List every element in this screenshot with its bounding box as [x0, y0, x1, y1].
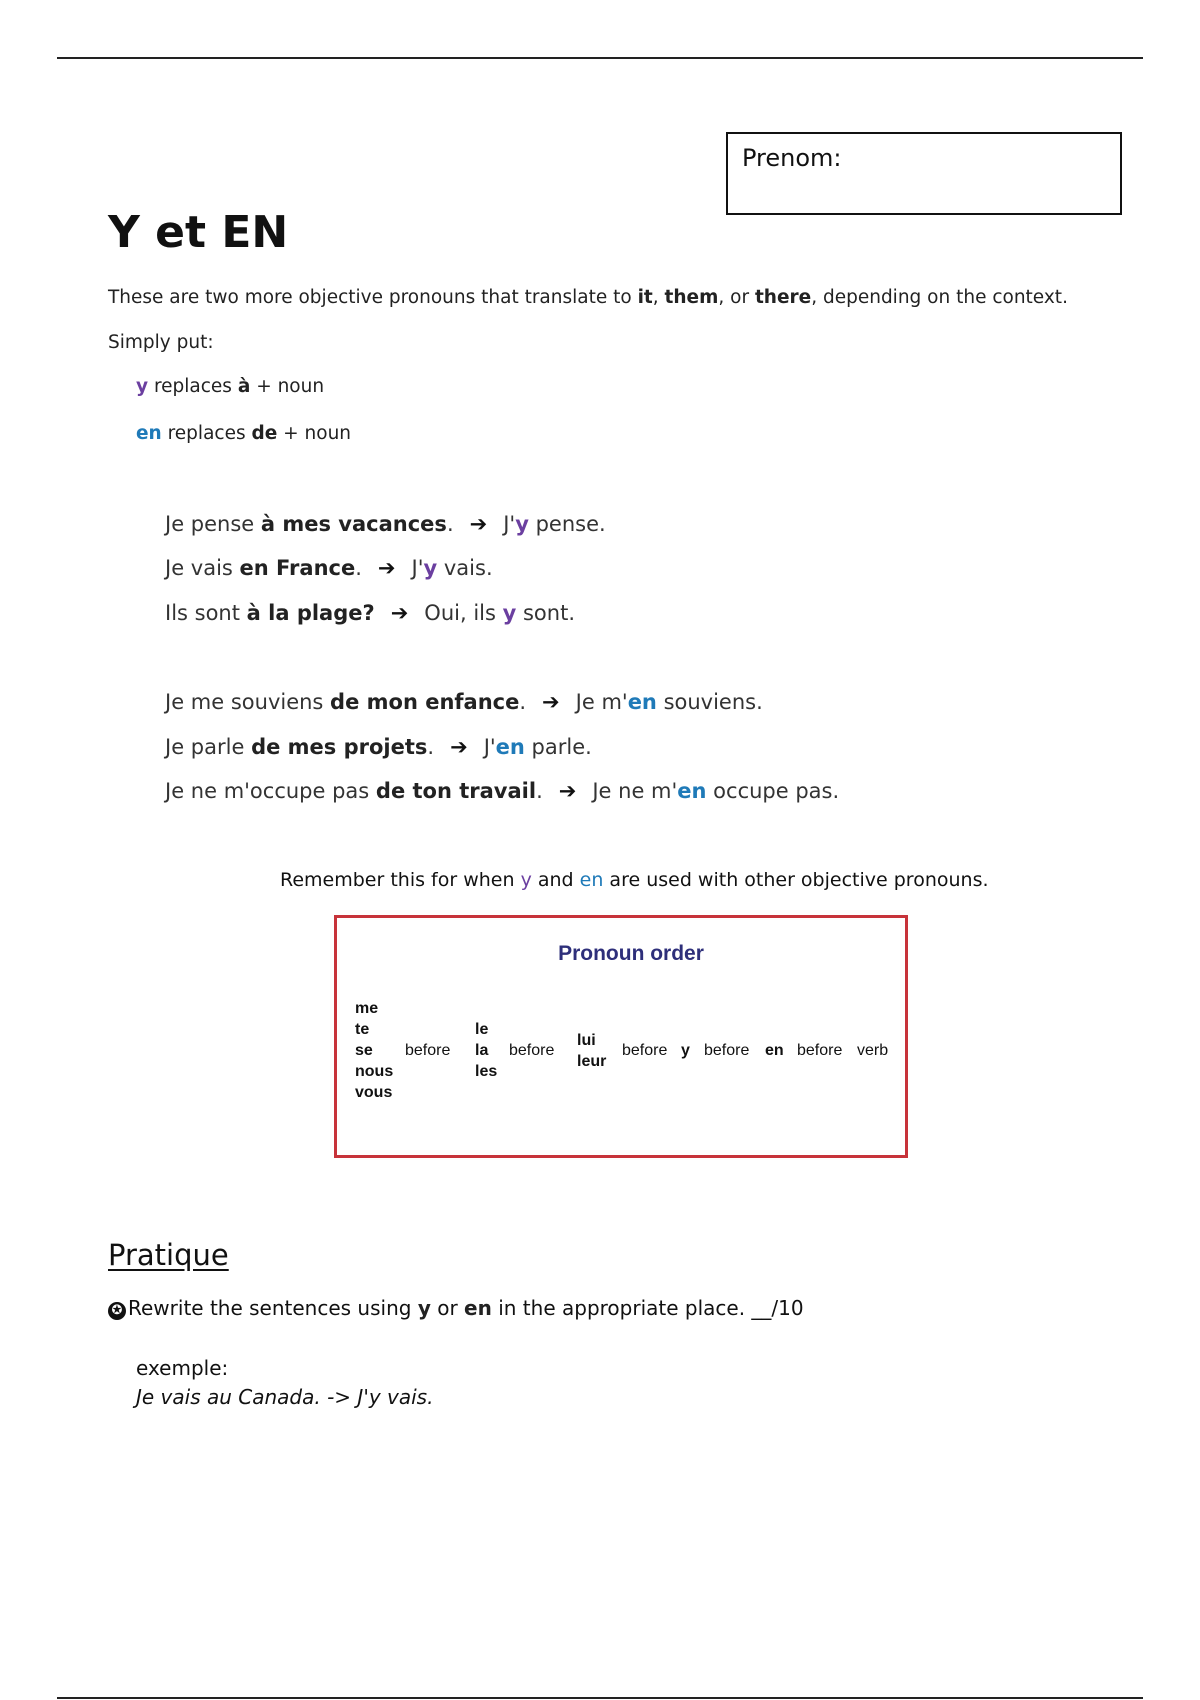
name-label: Prenom:	[742, 144, 842, 172]
example-text: Je parle	[165, 735, 252, 759]
result-text: J'	[411, 556, 424, 580]
pronoun-y: y	[681, 1042, 690, 1059]
remember-text: Remember this for when	[280, 869, 521, 891]
page-title: Y et EN	[108, 207, 289, 258]
intro-sep: ,	[652, 287, 665, 308]
example-phrase: à mes vacances	[260, 512, 447, 536]
before-label: before	[704, 1042, 750, 1059]
example-y-2	[165, 556, 493, 580]
result-text: pense.	[528, 512, 606, 536]
example-label: exemple:	[136, 1356, 229, 1380]
rule-text: + noun	[250, 376, 325, 397]
intro-sep: , or	[718, 287, 755, 308]
pronoun-en: en	[677, 779, 707, 803]
pronoun-group-3	[577, 1030, 606, 1072]
example-text: Je me souviens	[165, 690, 331, 714]
example-text: Je vais	[165, 556, 240, 580]
arrow-right-icon: ➔	[542, 690, 560, 714]
before-label: before	[797, 1042, 843, 1059]
result-text: Je ne m'	[592, 779, 678, 803]
pronoun-leur: leur	[577, 1053, 607, 1070]
pronoun-en: en	[627, 690, 657, 714]
star-icon: ✪	[108, 1302, 126, 1320]
instruction-text: Rewrite the sentences using	[128, 1296, 418, 1320]
example-punct: .	[519, 690, 527, 714]
pronoun-lui: lui	[577, 1032, 596, 1049]
arrow-right-icon: ➔	[377, 556, 396, 580]
example-phrase: en France	[239, 556, 356, 580]
verb-label: verb	[857, 1042, 889, 1059]
preposition-a: à	[237, 376, 251, 397]
top-rule	[57, 57, 1143, 59]
instruction-text: in the appropriate place. __/10	[491, 1296, 804, 1320]
example-en-2	[165, 735, 592, 759]
remember-text: and	[531, 869, 580, 891]
intro-paragraph	[108, 287, 1068, 308]
pronoun-nous: nous	[355, 1063, 394, 1080]
before-label: before	[622, 1042, 668, 1059]
pronoun-order-box	[334, 915, 908, 1158]
intro-word-it: it	[637, 287, 653, 308]
example-y-1	[165, 512, 606, 536]
instruction-text: or	[430, 1296, 465, 1320]
example-phrase: de ton travail	[375, 779, 537, 803]
result-text: Je m'	[575, 690, 628, 714]
before-label: before	[405, 1042, 451, 1059]
example-phrase: de mes projets	[251, 735, 428, 759]
pronoun-group-1	[355, 998, 393, 1103]
example-sentence: Je vais au Canada. -> J'y vais.	[136, 1385, 434, 1409]
pronoun-y: y	[423, 556, 438, 580]
result-text: sont.	[516, 601, 575, 625]
pronoun-group-2	[475, 1019, 497, 1082]
example-punct: .	[355, 556, 362, 580]
result-text: J'	[503, 512, 516, 536]
pronoun-me: me	[355, 1000, 379, 1017]
result-text: vais.	[437, 556, 493, 580]
pronoun-en: en	[495, 735, 525, 759]
example-punct: .	[536, 779, 543, 803]
pronoun-y: y	[515, 512, 529, 536]
pronoun-se: se	[355, 1042, 373, 1059]
rule-text: replaces	[148, 376, 238, 397]
example-text: Je pense	[165, 512, 261, 536]
intro-word-them: them	[664, 287, 719, 308]
example-phrase: de mon enfance	[330, 690, 520, 714]
pronoun-en: en	[765, 1042, 784, 1059]
example-text: Ils sont	[165, 601, 247, 625]
pronoun-la: la	[475, 1042, 489, 1059]
preposition-de: de	[251, 423, 278, 444]
pronoun-y: y	[417, 1296, 431, 1320]
pronoun-en: en	[136, 423, 162, 444]
pronoun-en: en	[579, 869, 604, 891]
remember-text: are used with other objective pronouns.	[603, 869, 989, 891]
pronoun-y: y	[502, 601, 517, 625]
simply-put-label: Simply put:	[108, 332, 214, 353]
result-text: J'	[483, 735, 496, 759]
arrow-right-icon: ➔	[390, 601, 409, 625]
remember-note	[280, 869, 989, 891]
before-label: before	[509, 1042, 555, 1059]
bottom-rule	[57, 1697, 1143, 1699]
pronoun-order-title: Pronoun order	[558, 942, 704, 965]
practice-heading: Pratique	[108, 1238, 229, 1272]
pronoun-les: les	[475, 1063, 498, 1080]
intro-text-end: , depending on the context.	[811, 287, 1068, 308]
result-text: Oui, ils	[424, 601, 503, 625]
example-en-3	[165, 779, 839, 803]
intro-text: These are two more objective pronouns that translate to	[108, 287, 638, 308]
result-text: parle.	[524, 735, 592, 759]
arrow-right-icon: ➔	[558, 779, 577, 803]
arrow-right-icon: ➔	[469, 512, 488, 536]
rule-y-replaces	[136, 376, 324, 397]
example-en-1	[165, 690, 763, 714]
pronoun-le: le	[475, 1021, 489, 1038]
example-text: Je ne m'occupe pas	[165, 779, 376, 803]
pronoun-te: te	[355, 1021, 370, 1038]
pronoun-en: en	[464, 1296, 492, 1320]
example-punct: .	[427, 735, 435, 759]
intro-word-there: there	[754, 287, 812, 308]
pronoun-vous: vous	[355, 1084, 393, 1101]
name-field-box[interactable]	[726, 132, 1122, 215]
result-text: souviens.	[656, 690, 763, 714]
result-text: occupe pas.	[706, 779, 840, 803]
pronoun-y: y	[136, 376, 149, 397]
example-punct: .	[446, 512, 454, 536]
example-y-3	[165, 601, 575, 625]
pronoun-y: y	[520, 869, 532, 891]
rule-text: + noun	[277, 423, 352, 444]
example-phrase: à la plage?	[246, 601, 375, 625]
rule-en-replaces	[136, 423, 351, 444]
arrow-right-icon: ➔	[450, 735, 468, 759]
rule-text: replaces	[161, 423, 252, 444]
practice-instruction	[108, 1296, 804, 1320]
